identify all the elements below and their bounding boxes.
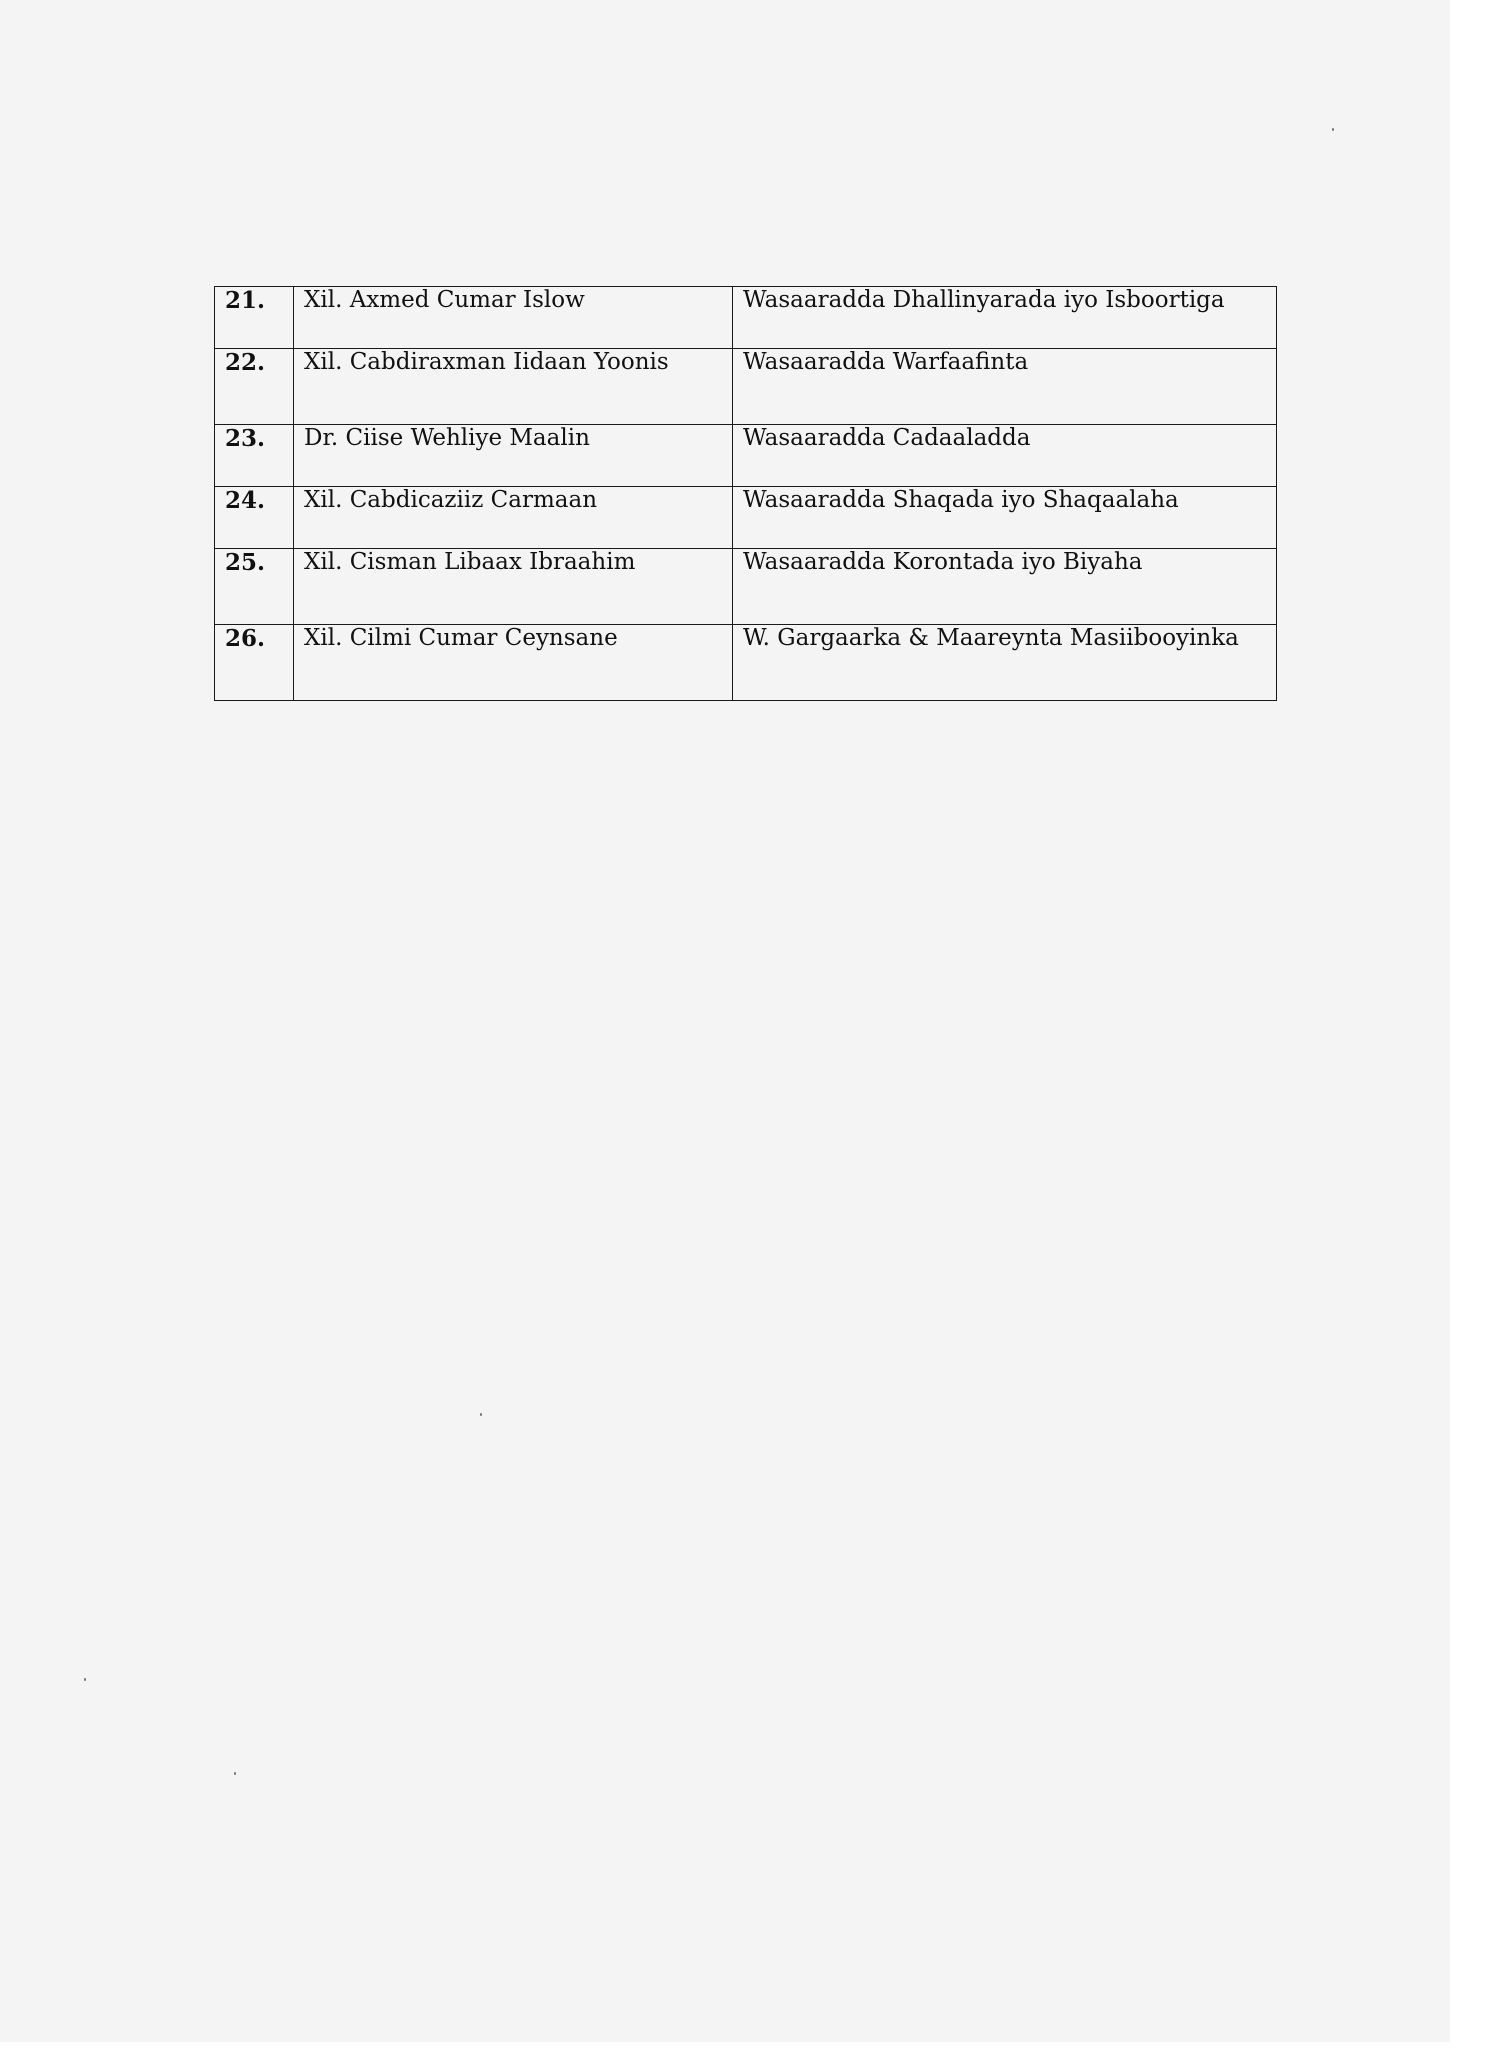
minister-name: Xil. Axmed Cumar Islow [294, 287, 733, 349]
table-row [215, 487, 1277, 549]
row-number: 21. [215, 287, 294, 349]
ministers-table [214, 286, 1277, 701]
minister-name: Xil. Cabdicaziiz Carmaan [294, 487, 733, 549]
minister-name: Xil. Cabdiraxman Iidaan Yoonis [294, 349, 733, 425]
table-row [215, 549, 1277, 625]
ministry-name: Wasaaradda Korontada iyo Biyaha [733, 549, 1277, 625]
scan-margin-bottom [0, 2042, 1450, 2048]
table-row [215, 625, 1277, 701]
scan-speck [84, 1678, 86, 1681]
table-row [215, 287, 1277, 349]
row-number: 24. [215, 487, 294, 549]
scan-speck [480, 1413, 482, 1416]
ministry-name: Wasaaradda Shaqada iyo Shaqaalaha [733, 487, 1277, 549]
ministry-name: Wasaaradda Cadaaladda [733, 425, 1277, 487]
scan-margin-right [1450, 0, 1489, 2048]
minister-name: Dr. Ciise Wehliye Maalin [294, 425, 733, 487]
ministry-name: W. Gargaarka & Maareynta Masiibooyinka [733, 625, 1277, 701]
minister-name: Xil. Cilmi Cumar Ceynsane [294, 625, 733, 701]
table-row [215, 425, 1277, 487]
row-number: 22. [215, 349, 294, 425]
scan-speck [1332, 128, 1334, 131]
minister-name: Xil. Cisman Libaax Ibraahim [294, 549, 733, 625]
ministry-name: Wasaaradda Dhallinyarada iyo Isboortiga [733, 287, 1277, 349]
row-number: 23. [215, 425, 294, 487]
row-number: 26. [215, 625, 294, 701]
ministry-name: Wasaaradda Warfaafinta [733, 349, 1277, 425]
row-number: 25. [215, 549, 294, 625]
table-row [215, 349, 1277, 425]
scan-speck [234, 1772, 236, 1775]
